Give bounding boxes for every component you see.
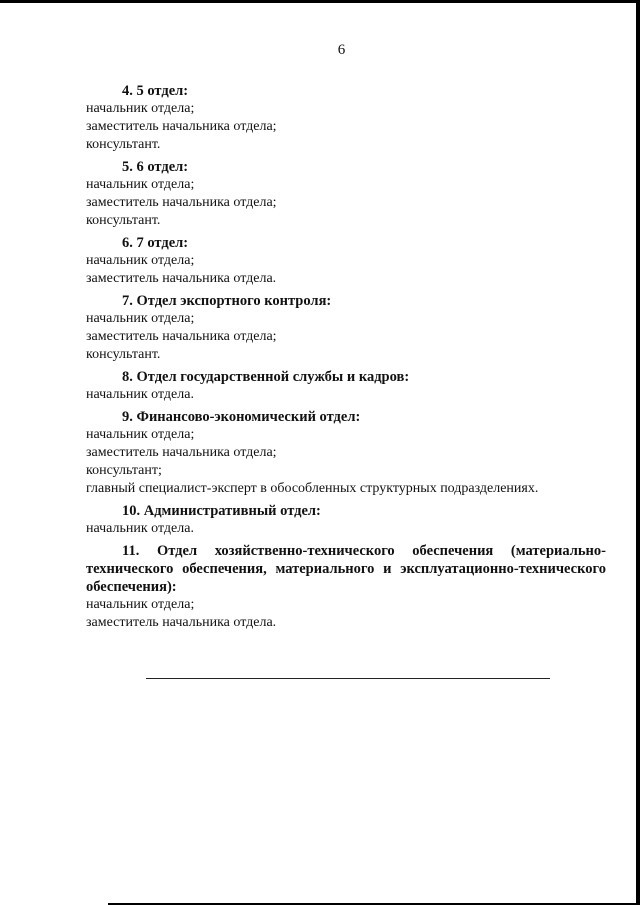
position-item: начальник отдела; [86, 177, 195, 192]
document-body [86, 82, 606, 636]
position-item: начальник отдела. [86, 521, 194, 536]
position-item: заместитель начальника отдела. [86, 271, 277, 286]
section-heading: 4. 5 отдел: [122, 83, 189, 99]
position-item: заместитель начальника отдела; [86, 329, 277, 344]
page-number: 6 [337, 42, 346, 58]
section-export-control [86, 292, 606, 364]
position-item: начальник отдела; [86, 101, 195, 116]
position-item: начальник отдела. [86, 387, 194, 402]
section-heading: 7. Отдел экспортного контроля: [122, 293, 332, 309]
section-finance-economic [86, 408, 606, 498]
section-heading: 10. Административный отдел: [122, 503, 321, 519]
section-heading: 6. 7 отдел: [122, 235, 189, 251]
position-item: начальник отдела; [86, 427, 195, 442]
section-civil-service-hr [86, 368, 606, 404]
position-item: консультант. [86, 347, 161, 362]
section-administrative [86, 502, 606, 538]
position-item: консультант. [86, 213, 161, 228]
end-divider-line [146, 678, 550, 679]
section-economic-technical [86, 542, 606, 632]
position-item: заместитель начальника отдела; [86, 195, 277, 210]
position-item: консультант. [86, 137, 161, 152]
section-heading: 8. Отдел государственной службы и кадров: [122, 369, 410, 385]
section-heading: 9. Финансово-экономический отдел: [122, 409, 361, 425]
position-item: главный специалист-эксперт в обособленных структурных подразделениях. [86, 481, 539, 496]
position-item: начальник отдела; [86, 311, 195, 326]
section-heading: 5. 6 отдел: [122, 159, 189, 175]
position-item: начальник отдела; [86, 597, 195, 612]
section-heading: 11. Отдел хозяйственно-технического обеспечения (материально-технического обеспечения, материального и эксплуатационно-технического обеспечения): [86, 543, 606, 595]
section-dept-6 [86, 158, 606, 230]
section-dept-7 [86, 234, 606, 288]
position-item: начальник отдела; [86, 253, 195, 268]
section-dept-5 [86, 82, 606, 154]
scan-border-right [636, 0, 640, 905]
scan-border-top [0, 0, 640, 3]
position-item: заместитель начальника отдела; [86, 119, 277, 134]
position-item: заместитель начальника отдела. [86, 615, 277, 630]
position-item: заместитель начальника отдела; [86, 445, 277, 460]
position-item: консультант; [86, 463, 162, 478]
